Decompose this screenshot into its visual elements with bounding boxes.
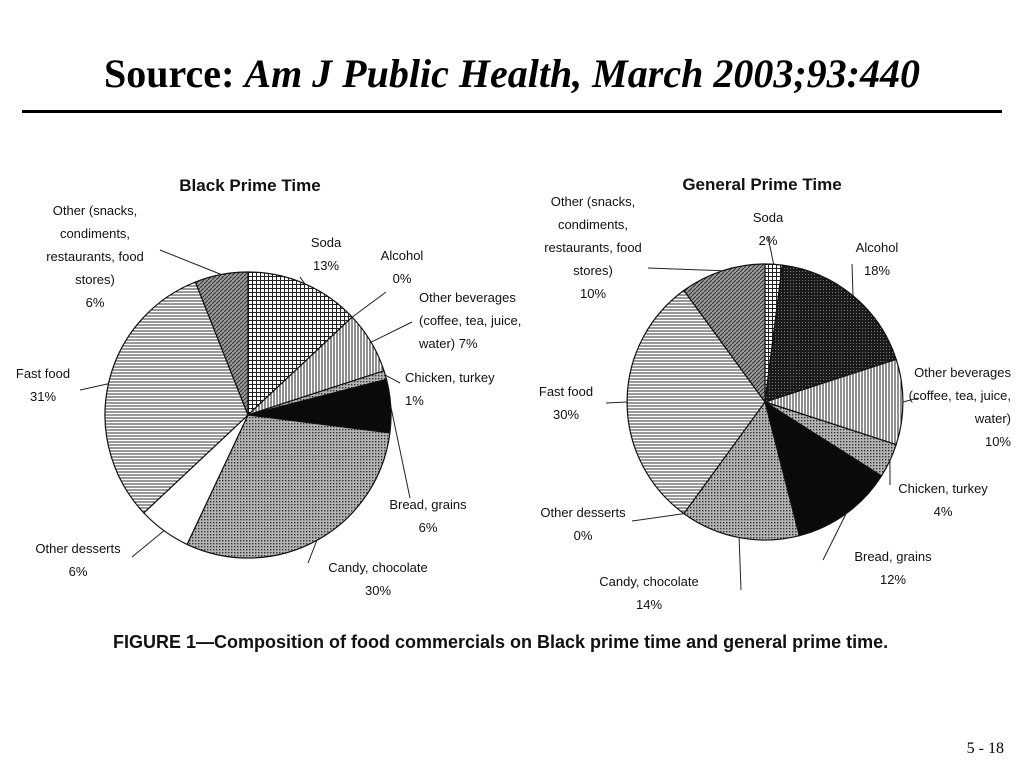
slice-label-candy-chocolate: Candy, chocolate 14% bbox=[599, 574, 699, 612]
leader-line-bread-grains bbox=[391, 406, 410, 498]
figure-caption: FIGURE 1—Composition of food commercials on Black prime time and general prime time. bbox=[113, 632, 889, 652]
page-number: 5 - 18 bbox=[966, 740, 1004, 757]
leader-line-other-beverages bbox=[371, 322, 412, 342]
leader-line-candy-chocolate bbox=[739, 538, 741, 590]
leader-line-fast-food bbox=[80, 384, 108, 390]
slice-label-alcohol: Alcohol 0% bbox=[380, 248, 424, 286]
slice-label-other-desserts: Other desserts 6% bbox=[35, 541, 121, 579]
pie-chart-general-prime-time bbox=[539, 194, 1012, 612]
leader-line-other-snacks bbox=[648, 268, 722, 271]
slice-label-other-snacks: Other (snacks, condiments, restaurants, food stores) 6% bbox=[46, 203, 144, 310]
chart-title-black-prime-time: Black Prime Time bbox=[179, 176, 321, 195]
slice-label-bread-grains: Bread, grains 12% bbox=[854, 549, 932, 587]
leader-line-other-desserts bbox=[632, 514, 684, 521]
leader-line-alcohol bbox=[352, 292, 386, 317]
chart-title-general-prime-time: General Prime Time bbox=[682, 175, 842, 194]
slice-label-soda: Soda 2% bbox=[752, 210, 784, 248]
slice-label-chicken-turkey: Chicken, turkey 4% bbox=[898, 481, 988, 519]
slice-label-fast-food: Fast food 31% bbox=[15, 366, 71, 404]
title-prefix: Source: bbox=[104, 51, 245, 96]
leader-line-alcohol bbox=[852, 264, 853, 296]
slice-label-alcohol: Alcohol 18% bbox=[855, 240, 899, 278]
slice-label-other-beverages: Other beverages (coffee, tea, juice, water) 10% bbox=[908, 365, 1011, 449]
leader-line-other-snacks bbox=[160, 250, 221, 275]
slice-label-soda: Soda 13% bbox=[310, 235, 342, 273]
leader-line-other-desserts bbox=[132, 531, 164, 557]
pie-chart-black-prime-time bbox=[16, 203, 521, 598]
slice-label-fast-food: Fast food 30% bbox=[538, 384, 594, 422]
leader-line-fast-food bbox=[606, 402, 627, 403]
slice-label-chicken-turkey: Chicken, turkey 1% bbox=[405, 370, 495, 408]
slice-label-other-snacks: Other (snacks, condiments, restaurants, food stores) 10% bbox=[544, 194, 642, 301]
slice-label-other-desserts: Other desserts 0% bbox=[540, 505, 626, 543]
slice-label-bread-grains: Bread, grains 6% bbox=[389, 497, 467, 535]
slice-label-other-beverages: Other beverages (coffee, tea, juice, water) 7% bbox=[419, 290, 522, 351]
title-citation: Am J Public Health, March 2003;93:440 bbox=[244, 51, 920, 96]
slice-label-candy-chocolate: Candy, chocolate 30% bbox=[328, 560, 428, 598]
